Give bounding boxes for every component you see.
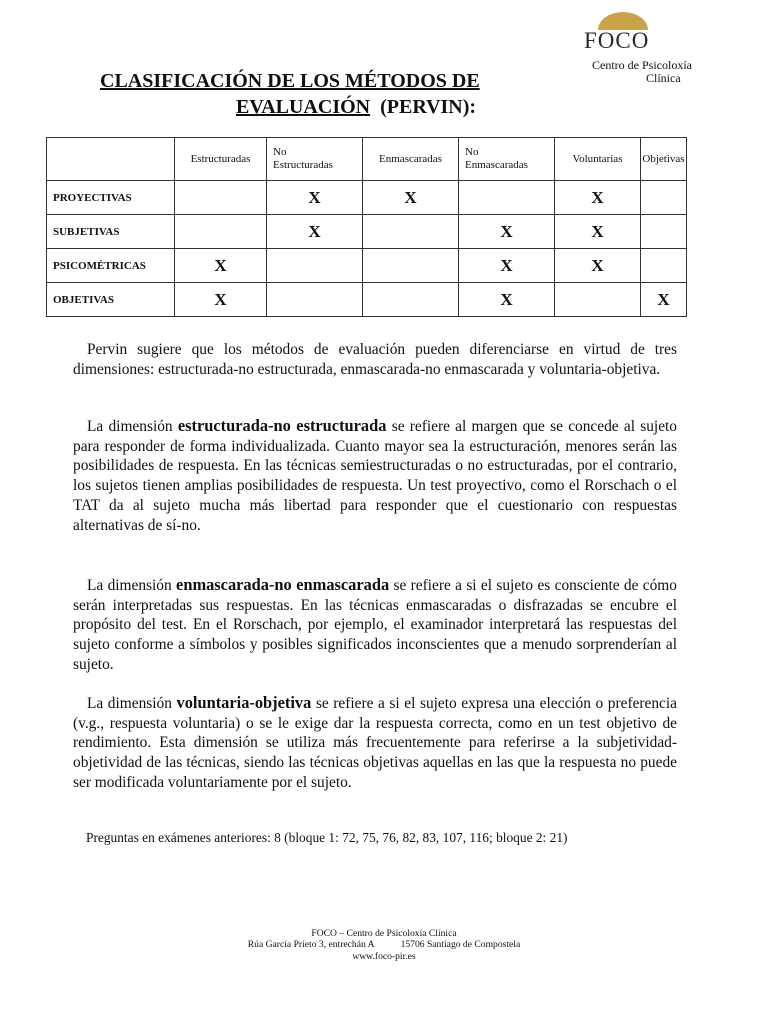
term-estructurada: estructurada-no estructurada	[177, 416, 387, 435]
table-cell	[641, 249, 687, 283]
row-label: PROYECTIVAS	[47, 181, 175, 215]
table-cell: X	[459, 215, 555, 249]
logo-subtitle-line2: Clínica	[646, 71, 681, 85]
table-cell	[363, 249, 459, 283]
row-label: OBJETIVAS	[47, 283, 175, 317]
table-cell: X	[555, 249, 641, 283]
term-enmascarada: enmascarada-no enmascarada	[176, 575, 390, 594]
table-cell	[267, 249, 363, 283]
page-footer	[0, 928, 768, 962]
table-cell	[267, 283, 363, 317]
footer-line1: FOCO – Centro de Psicoloxía Clínica	[311, 928, 457, 939]
column-header-no-enmascaradas: No Enmascaradas	[459, 138, 555, 181]
table-cell	[555, 283, 641, 317]
page-title-line2	[236, 96, 476, 119]
paragraph-enmascarada: La dimensión enmascarada-no enmascarada se refiere a si el sujeto es consciente de cómo serán interpretadas sus respuestas. En las técnicas enmascaradas o disfrazadas se encubre el propósito del test. En el Rorschach, por ejemplo, el examinador interpretará las respuestas del sujeto conforme a símbolos y posibles significados inconscientes que a menudo sorprenderían al sujeto.	[73, 575, 677, 673]
table-cell: X	[555, 181, 641, 215]
table-cell: X	[175, 249, 267, 283]
table-cell: X	[363, 181, 459, 215]
table-cell	[363, 215, 459, 249]
table-cell: X	[459, 249, 555, 283]
column-header-enmascaradas: Enmascaradas	[363, 138, 459, 181]
exam-questions-note: Preguntas en exámenes anteriores: 8 (bloque 1: 72, 75, 76, 82, 83, 107, 116; bloque 2: 21)	[86, 830, 568, 845]
paragraph-estructurada: La dimensión estructurada-no estructurada se refiere al margen que se concede al sujeto para responder de forma individualizada. Cuanto mayor sea la estructuración, menores serán las posibilidades de respuesta. En las técnicas semiestructuradas o no estructuradas, por el contrario, los sujetos tienen amplias posibilidades de respuesta. Un test proyectivo, como el Rorschach o el TAT da al sujeto mucha más libertad para responder que el cuestionario con respuestas alternativas de sí-no.	[73, 416, 677, 534]
column-header-objetivas: Objetivas	[641, 138, 687, 181]
page-title-line1: CLASIFICACIÓN DE LOS MÉTODOS DE	[100, 70, 480, 92]
logo-subtitle-line1: Centro de Psicoloxía	[592, 58, 692, 72]
paragraph-voluntaria: La dimensión voluntaria-objetiva se refiere a si el sujeto expresa una elección o preferencia (v.g., respuesta voluntaria) o se le exige dar la respuesta correcta, como en un test objetivo de rendimiento. Esta dimensión se utiliza más frecuentemente para referirse a la subjetividad-objetividad de las técnicas, siendo las técnicas objetivas aquellas en las que la respuesta no puede ser modificada voluntariamente por el sujeto.	[73, 693, 677, 791]
column-header-no-estructuradas: No Estructuradas	[267, 138, 363, 181]
row-label: PSICOMÉTRICAS	[47, 249, 175, 283]
term-voluntaria: voluntaria-objetiva	[176, 693, 312, 712]
table-row-proyectivas	[47, 181, 687, 215]
row-label: SUBJETIVAS	[47, 215, 175, 249]
table-cell	[175, 215, 267, 249]
table-row-objetivas	[47, 283, 687, 317]
table-cell: X	[175, 283, 267, 317]
column-header-estructuradas: Estructuradas	[175, 138, 267, 181]
classification-table	[46, 137, 687, 317]
table-row-subjetivas	[47, 215, 687, 249]
table-cell	[363, 283, 459, 317]
table-cell	[641, 181, 687, 215]
footer-line2: Rúa García Prieto 3, entrechán A 15706 Santiago de Compostela	[247, 939, 521, 951]
table-cell: X	[459, 283, 555, 317]
table-cell: X	[267, 181, 363, 215]
footer-website: www.foco-pir.es	[352, 950, 416, 962]
table-cell: X	[267, 215, 363, 249]
table-cell	[459, 181, 555, 215]
table-header-row	[47, 138, 687, 181]
column-header-voluntarias: Voluntarias	[555, 138, 641, 181]
title-evaluacion: EVALUACIÓN	[236, 96, 371, 118]
foco-logo	[580, 12, 730, 84]
table-row-psicometricas	[47, 249, 687, 283]
logo-wordmark: FOCO	[584, 28, 650, 53]
table-cell	[175, 181, 267, 215]
table-corner-cell	[47, 138, 175, 181]
table-cell: X	[555, 215, 641, 249]
paragraph-intro: Pervin sugiere que los métodos de evaluación pueden diferenciarse en virtud de tres dimensiones: estructurada-no estructurada, enmascarada-no enmascarada y voluntaria-objetiva.	[73, 341, 677, 378]
table-cell	[641, 215, 687, 249]
title-pervin: (PERVIN):	[380, 96, 477, 118]
table-cell: X	[641, 283, 687, 317]
